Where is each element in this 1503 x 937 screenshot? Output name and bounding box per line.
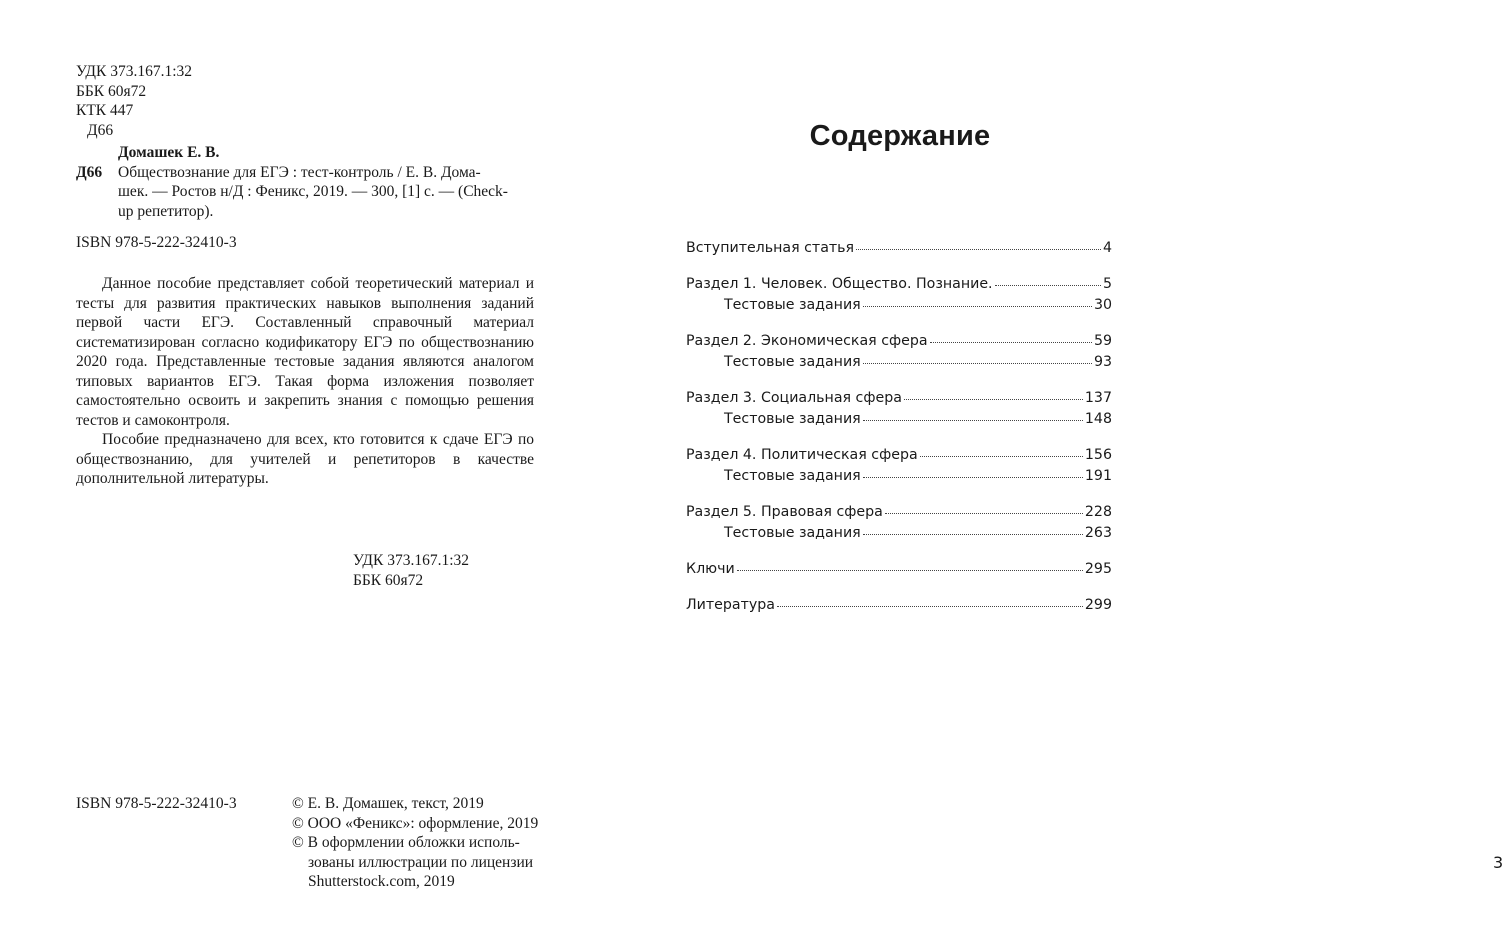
toc-entry-page: 59 (1093, 333, 1112, 349)
toc-entry-title: Тестовые задания (724, 411, 861, 427)
copyright-line: © В оформлении обложки исполь- (292, 834, 520, 851)
toc-leader-dots (863, 295, 1092, 307)
ktk-code: КТК 447 (76, 102, 134, 119)
copyright-block (292, 794, 539, 892)
copyright-line: © ООО «Феникс»: оформление, 2019 (292, 814, 539, 832)
udk-code: УДК 373.167.1:32 (353, 552, 470, 569)
biblio-line: up репетитор). (118, 202, 214, 220)
page-number: 3 (1493, 853, 1503, 872)
toc-entry-page: 295 (1084, 561, 1112, 577)
toc-leader-dots (777, 595, 1083, 607)
toc-subentry[interactable] (686, 525, 1112, 546)
toc-entry-title: Литература (686, 597, 775, 613)
toc-entry-page: 148 (1084, 411, 1112, 427)
toc-entry-title: Раздел 5. Правовая сфера (686, 504, 883, 520)
toc-entry[interactable] (686, 561, 1112, 582)
toc-subentry[interactable] (686, 411, 1112, 432)
toc-entry-page: 137 (1084, 390, 1112, 406)
toc-entry[interactable] (686, 333, 1112, 354)
toc-leader-dots (930, 331, 1092, 343)
toc-leader-dots (863, 523, 1083, 535)
toc-entry-page: 30 (1093, 297, 1112, 313)
author-mark: Д66 (87, 121, 114, 139)
toc-entry-page: 228 (1084, 504, 1112, 520)
bbk-code: ББК 60я72 (353, 571, 424, 589)
toc-entry-title: Тестовые задания (724, 297, 861, 313)
toc-entry-title: Раздел 3. Социальная сфера (686, 390, 902, 406)
toc-entry-title: Тестовые задания (724, 354, 861, 370)
toc-entry-page: 191 (1084, 468, 1112, 484)
toc-subentry[interactable] (686, 354, 1112, 375)
annotation-paragraph: Данное пособие представляет собой теоретический материал и тесты для развития практических навыков выполнения заданий первой части ЕГЭ. Составленный справочный материал систематизирован согласно кодификатору ЕГЭ по обществознанию 2020 года. Представленные тестовые задания являются аналогом типовых вариантов ЕГЭ. Такая форма изложения позволяет самостоятельно освоить и закрепить знания с помощью решения тестов и самоконтроля. (76, 275, 534, 429)
toc-entry-title: Раздел 4. Политическая сфера (686, 447, 918, 463)
toc-entry-title: Тестовые задания (724, 525, 861, 541)
toc-entry[interactable] (686, 504, 1112, 525)
toc-entry-title: Раздел 1. Человек. Общество. Познание. (686, 276, 993, 292)
isbn-bottom: ISBN 978-5-222-32410-3 (76, 795, 237, 812)
toc-subentry[interactable] (686, 468, 1112, 489)
biblio-line: Обществознание для ЕГЭ : тест-контроль / Е. В. Дома- (118, 163, 481, 181)
toc-entry-page: 299 (1084, 597, 1112, 613)
toc-entry-title: Раздел 2. Экономическая сфера (686, 333, 928, 349)
udk-code: УДК 373.167.1:32 (76, 63, 193, 80)
annotation-paragraph: Пособие предназначено для всех, кто готовится к сдаче ЕГЭ по обществознанию, для учителей и репетиторов в качестве дополнительной литературы. (76, 431, 534, 487)
table-of-contents (686, 240, 1112, 618)
toc-leader-dots (904, 388, 1083, 400)
toc-leader-dots (885, 502, 1083, 514)
copyright-line: Shutterstock.com, 2019 (308, 873, 455, 890)
copyright-line: зованы иллюстрации по лицензии (308, 853, 534, 871)
toc-entry-page: 263 (1084, 525, 1112, 541)
toc-leader-dots (863, 409, 1083, 421)
toc-entry-page: 5 (1102, 276, 1112, 292)
toc-entry[interactable] (686, 276, 1112, 297)
toc-entry[interactable] (686, 597, 1112, 618)
isbn-top: ISBN 978-5-222-32410-3 (76, 234, 237, 251)
toc-title: Содержание (809, 120, 991, 152)
right-page (600, 0, 1503, 937)
toc-leader-dots (863, 352, 1092, 364)
toc-entry[interactable] (686, 447, 1112, 468)
toc-leader-dots (995, 274, 1101, 286)
bibliographic-record (76, 143, 534, 221)
author-mark-code: Д66 (76, 163, 103, 181)
toc-entry-page: 4 (1102, 240, 1112, 256)
author-name: Домашек Е. В. (118, 144, 220, 161)
toc-entry-page: 93 (1093, 354, 1112, 370)
toc-entry-title: Тестовые задания (724, 468, 861, 484)
annotation (76, 274, 534, 489)
toc-entry[interactable] (686, 390, 1112, 411)
left-page (0, 0, 600, 937)
biblio-line: шек. — Ростов н/Д : Феникс, 2019. — 300, [1] с. — (Check- (118, 183, 508, 200)
toc-leader-dots (856, 238, 1101, 250)
toc-subentry[interactable] (686, 297, 1112, 318)
copyright-line: © Е. В. Домашек, текст, 2019 (292, 795, 484, 812)
bbk-code: ББК 60я72 (76, 82, 147, 100)
toc-leader-dots (863, 466, 1083, 478)
toc-entry[interactable] (686, 240, 1112, 261)
toc-entry-title: Ключи (686, 561, 735, 577)
toc-leader-dots (920, 445, 1083, 457)
classification-codes (76, 62, 192, 140)
toc-entry-page: 156 (1084, 447, 1112, 463)
toc-leader-dots (737, 559, 1083, 571)
toc-entry-title: Вступительная статья (686, 240, 855, 256)
classification-codes-short (353, 551, 469, 590)
